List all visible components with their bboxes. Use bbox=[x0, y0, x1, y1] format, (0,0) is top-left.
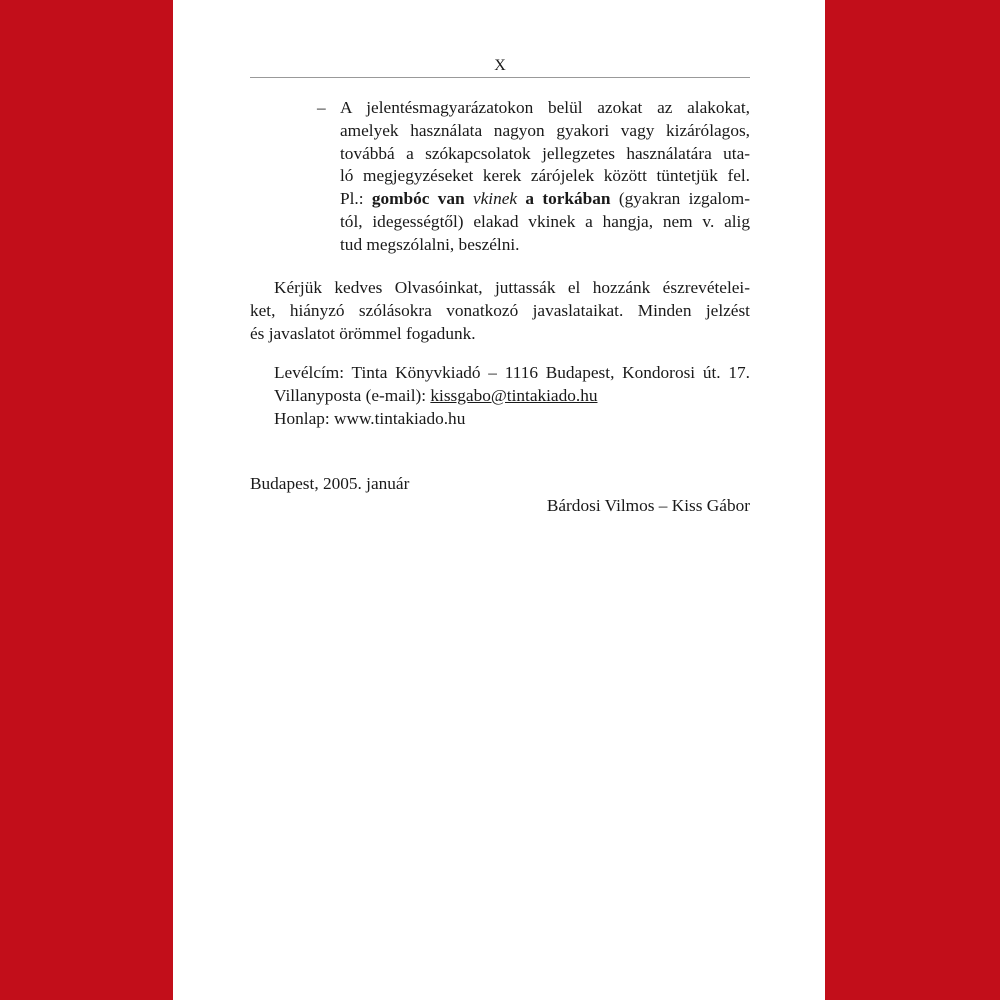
example-headword: gombóc van bbox=[371, 189, 465, 209]
text-line: Kérjük kedves Olvasóinkat, juttassák el hozzánk észrevételei- bbox=[274, 278, 750, 297]
text-line: tud megszólalni, beszélni. bbox=[340, 234, 520, 254]
email-label: Villanyposta (e-mail): bbox=[274, 385, 427, 405]
text-line: A jelentésmagyarázatokon belül azokat az alakokat, bbox=[340, 98, 750, 117]
email-line bbox=[274, 385, 750, 408]
list-item-text bbox=[340, 97, 750, 257]
example-placeholder: vkinek bbox=[472, 189, 518, 209]
text-line: ket, hiányzó szólásokra vonatkozó javaslataikat. Minden jelzést bbox=[250, 300, 750, 320]
example-headword-end: a torkában bbox=[525, 189, 611, 209]
text-line: továbbá a szókapcsolatok jellegzetes használatára uta- bbox=[340, 143, 750, 163]
website-line: Honlap: www.tintakiado.hu bbox=[274, 408, 466, 428]
example-prefix: Pl.: bbox=[340, 189, 364, 209]
place-date: Budapest, 2005. január bbox=[250, 474, 410, 493]
list-bullet: – bbox=[317, 98, 326, 117]
text-line: amelyek használata nagyon gyakori vagy kizárólagos, bbox=[340, 120, 750, 140]
postal-address: Levélcím: Tinta Könyvkiadó – 1116 Budapest, Kondorosi út. 17. bbox=[274, 363, 750, 382]
header-divider bbox=[250, 77, 750, 78]
contact-block bbox=[274, 362, 750, 430]
example-gloss: (gyakran izgalom- bbox=[618, 189, 750, 209]
text-line: és javaslatot örömmel fogadunk. bbox=[250, 323, 476, 343]
authors: Bárdosi Vilmos – Kiss Gábor bbox=[546, 496, 750, 515]
email-link[interactable]: kissgabo@tintakiado.hu bbox=[430, 385, 598, 405]
text-line: ló megjegyzéseket kerek zárójelek között tüntetjük fel. bbox=[340, 166, 750, 186]
request-paragraph bbox=[250, 277, 750, 345]
text-line: tól, idegességtől) elakad vkinek a hangja, nem v. alig bbox=[340, 211, 750, 231]
document-page bbox=[173, 0, 825, 1000]
example-line bbox=[340, 188, 750, 211]
page-number: X bbox=[494, 57, 506, 74]
